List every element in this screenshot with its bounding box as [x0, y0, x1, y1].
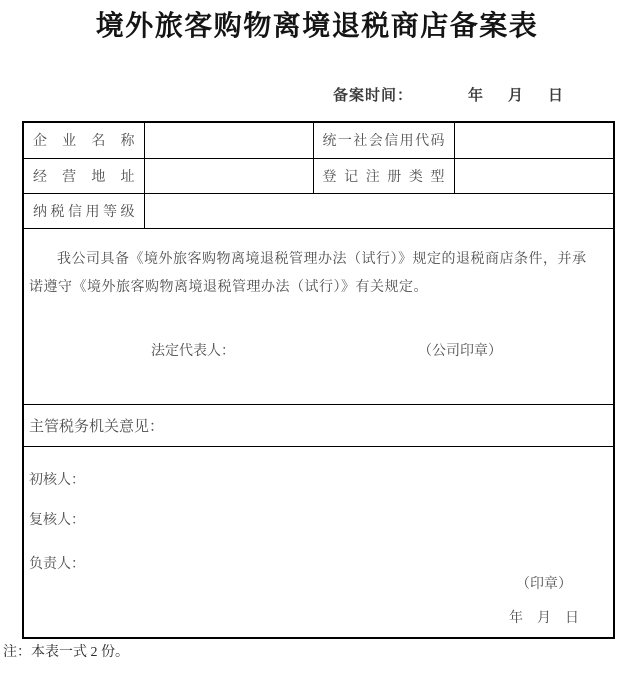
company-name-label: 企业名称	[23, 122, 144, 158]
reviewer-label: 复核人：	[29, 512, 85, 528]
registration-type-label: 登记注册类型	[313, 158, 454, 193]
tax-authority-opinion-label: 主管税务机关意见：	[23, 404, 614, 446]
business-address-field[interactable]	[144, 158, 313, 193]
table-row	[23, 122, 614, 158]
filing-time-label: 备案时间：	[333, 88, 414, 104]
responsible-person-label: 负责人：	[29, 556, 85, 572]
company-seal-label: （公司印章）	[425, 343, 502, 359]
declaration-cell	[23, 228, 614, 404]
tax-credit-rating-field[interactable]	[144, 193, 614, 228]
credit-code-field[interactable]	[454, 122, 614, 158]
company-name-field[interactable]	[144, 122, 313, 158]
business-address-label: 经营地址	[23, 158, 144, 193]
footnote: 注：本表一式 2 份。	[3, 645, 129, 660]
credit-code-label: 统一社会信用代码	[313, 122, 454, 158]
initial-reviewer-label: 初核人：	[29, 472, 85, 488]
table-row	[23, 404, 614, 446]
tax-credit-rating-label: 纳税信用等级	[23, 193, 144, 228]
registration-type-field[interactable]	[454, 158, 614, 193]
table-row	[23, 446, 614, 638]
table-row	[23, 158, 614, 193]
page-title: 境外旅客购物离境退税商店备案表	[95, 11, 539, 42]
filing-time-line	[0, 88, 634, 104]
legal-representative-line	[24, 344, 613, 360]
review-section-cell	[23, 446, 614, 638]
authority-date-label: 年 月 日	[509, 610, 579, 626]
table-row	[23, 193, 614, 228]
form-document-page	[0, 12, 634, 661]
authority-seal-label: （印章）	[516, 576, 572, 592]
table-row	[23, 228, 614, 404]
declaration-text: 我公司具备《境外旅客购物离境退税管理办法（试行）》规定的退税商店条件，并承诺遵守《境外旅客购物离境退税管理办法（试行）》有关规定。	[29, 251, 587, 295]
filing-time-date: 年 月 日	[468, 88, 569, 104]
filing-form-table	[22, 121, 615, 639]
legal-representative-label: 法定代表人：	[151, 343, 235, 359]
